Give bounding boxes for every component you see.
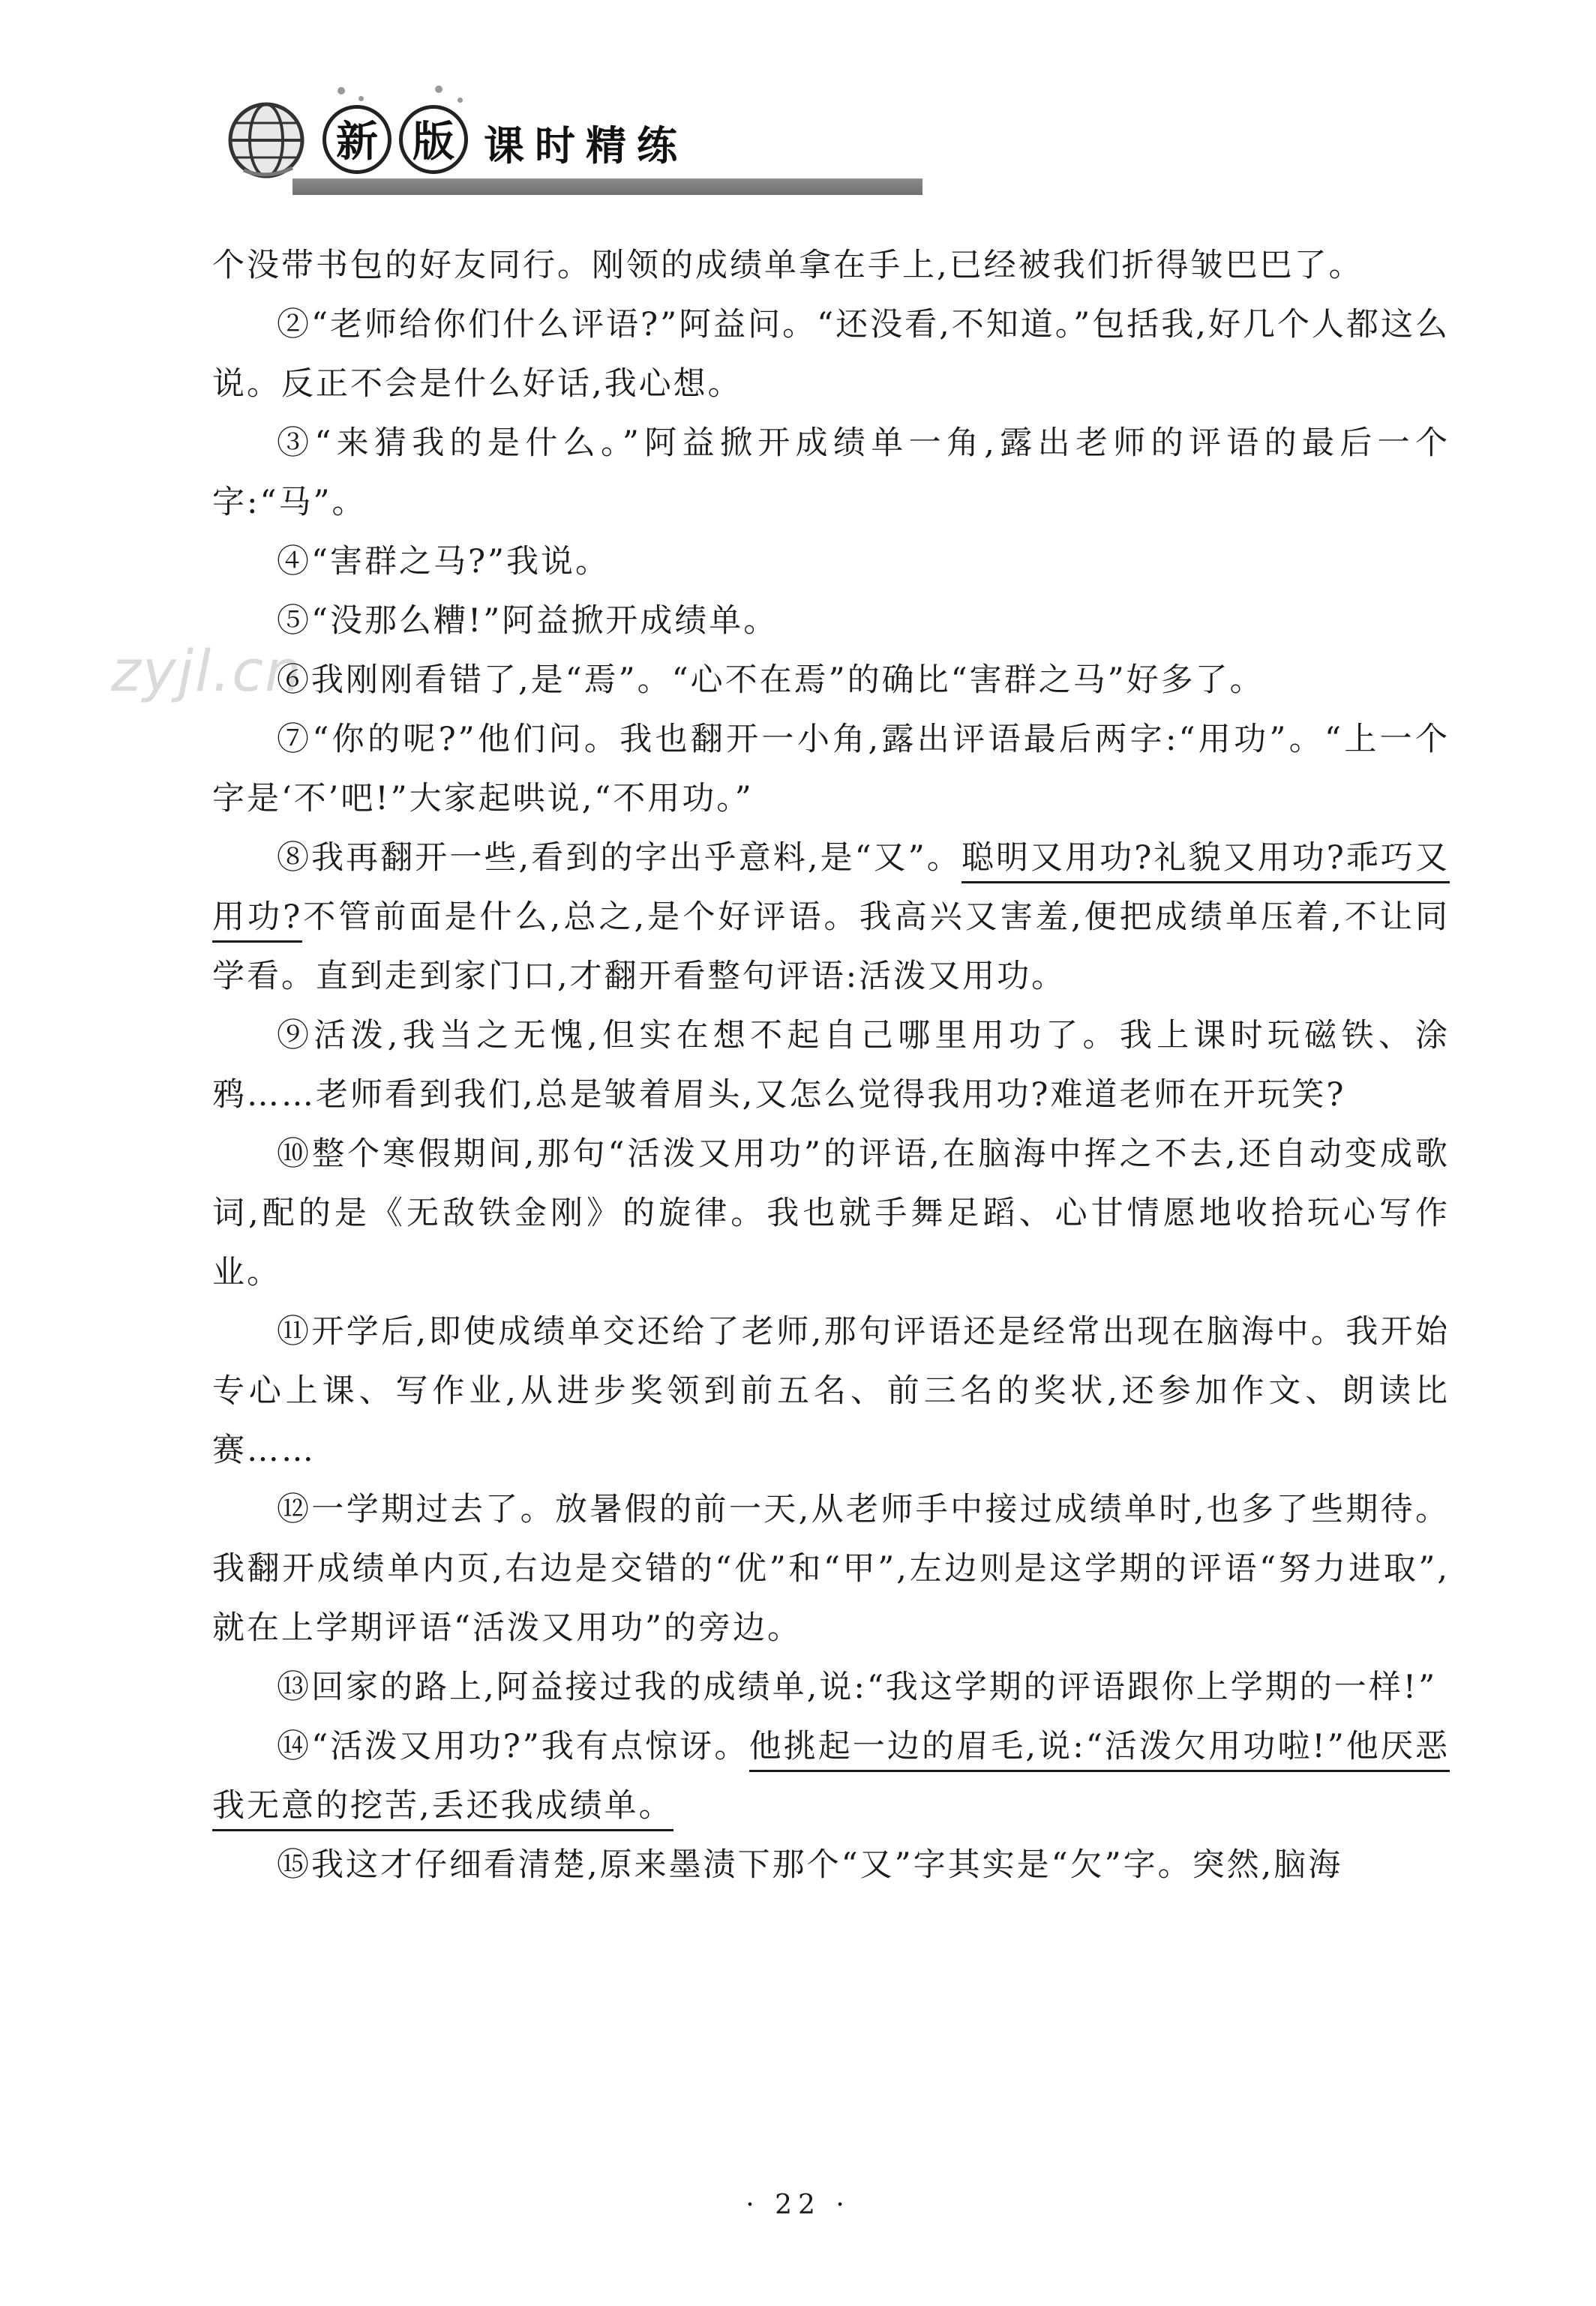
paragraph-text: ⑦“你的呢?”他们问。我也翻开一小角,露出评语最后两字:“用功”。“上一个字是‘不’吧!”大家起哄说,“不用功。” bbox=[212, 721, 1450, 817]
header-title: 课时精练 bbox=[484, 122, 688, 169]
paragraph-text: 个没带书包的好友同行。刚领的成绩单拿在手上,已经被我们折得皱巴巴了。 bbox=[212, 247, 1364, 284]
header-badge-new: 新 bbox=[322, 105, 392, 174]
paragraph bbox=[212, 532, 1450, 592]
page-header bbox=[188, 82, 742, 202]
sparkle-decoration bbox=[435, 85, 442, 93]
paragraph bbox=[212, 1836, 1450, 1895]
header-badge-edition: 版 bbox=[399, 105, 468, 174]
paragraph-text: ④“害群之马?”我说。 bbox=[277, 543, 610, 580]
paragraph bbox=[212, 592, 1450, 651]
paragraph bbox=[212, 710, 1450, 829]
paragraph-text: ②“老师给你们什么评语?”阿益问。“还没看,不知道。”包括我,好几个人都这么说。反正不会是什么好话,我心想。 bbox=[212, 306, 1450, 403]
sparkle-decoration bbox=[358, 96, 364, 101]
paragraph-text: ⑬回家的路上,阿益接过我的成绩单,说:“我这学期的评语跟你上学期的一样!” bbox=[277, 1669, 1438, 1706]
paragraph bbox=[212, 1125, 1450, 1303]
paragraph bbox=[212, 1303, 1450, 1480]
paragraph-text: 不管前面是什么,总之,是个好评语。我高兴又害羞,便把成绩单压着,不让同学看。直到走到家门口,才翻开看整句评语:活泼又用功。 bbox=[212, 898, 1450, 995]
paragraph-text: ⑥我刚刚看错了,是“焉”。“心不在焉”的确比“害群之马”好多了。 bbox=[277, 661, 1264, 699]
paragraph-text: ⑮我这才仔细看清楚,原来墨渍下那个“又”字其实是“欠”字。突然,脑海 bbox=[277, 1846, 1343, 1884]
page-number: · 22 · bbox=[746, 2190, 850, 2221]
paragraph bbox=[212, 414, 1450, 532]
paragraph bbox=[212, 295, 1450, 414]
paragraph bbox=[212, 1006, 1450, 1125]
globe-icon bbox=[225, 99, 308, 181]
sparkle-decoration bbox=[458, 97, 463, 103]
paragraph-text: ⑤“没那么糟!”阿益掀开成绩单。 bbox=[277, 602, 778, 640]
underlined-text: 他挑起一边的眉毛,说:“活泼欠用功啦!”他厌恶我无意的挖苦,丢还我成绩单。 bbox=[212, 1728, 1450, 1831]
paragraph-text: ⑪开学后,即使成绩单交还给了老师,那句评语还是经常出现在脑海中。我开始专心上课、写作业,从进步奖领到前五名、前三名的奖状,还参加作文、朗读比赛…… bbox=[212, 1313, 1450, 1469]
underlined-text: 聪明又用功?礼貌又用功?乖巧又用功? bbox=[212, 839, 1450, 943]
article-body bbox=[212, 236, 1450, 1895]
paragraph bbox=[212, 651, 1450, 710]
paragraph-text: ③“来猜我的是什么。”阿益掀开成绩单一角,露出老师的评语的最后一个字:“马”。 bbox=[212, 424, 1450, 521]
watermark: zyjl.cn bbox=[111, 637, 303, 704]
paragraph-text: ⑭“活泼又用功?”我有点惊讶。 bbox=[277, 1728, 749, 1765]
paragraph bbox=[212, 1480, 1450, 1658]
paragraph bbox=[212, 829, 1450, 1006]
paragraph-text: ⑨活泼,我当之无愧,但实在想不起自己哪里用功了。我上课时玩磁铁、涂鸦……老师看到我们,总是皱着眉头,又怎么觉得我用功?难道老师在开玩笑? bbox=[212, 1017, 1450, 1114]
paragraph-text: ⑩整个寒假期间,那句“活泼又用功”的评语,在脑海中挥之不去,还自动变成歌词,配的是《无敌铁金刚》的旋律。我也就手舞足蹈、心甘情愿地收拾玩心写作业。 bbox=[212, 1135, 1450, 1291]
paragraph bbox=[212, 1717, 1450, 1836]
sparkle-decoration bbox=[338, 87, 345, 94]
header-divider-bar bbox=[292, 178, 922, 195]
paragraph-text: ⑫一学期过去了。放暑假的前一天,从老师手中接过成绩单时,也多了些期待。我翻开成绩单内页,右边是交错的“优”和“甲”,左边则是这学期的评语“努力进取”,就在上学期评语“活泼又用功”的旁边。 bbox=[212, 1491, 1450, 1647]
paragraph bbox=[212, 1658, 1450, 1717]
paragraph bbox=[212, 236, 1450, 295]
paragraph-text: ⑧我再翻开一些,看到的字出乎意料,是“又”。 bbox=[277, 839, 962, 877]
